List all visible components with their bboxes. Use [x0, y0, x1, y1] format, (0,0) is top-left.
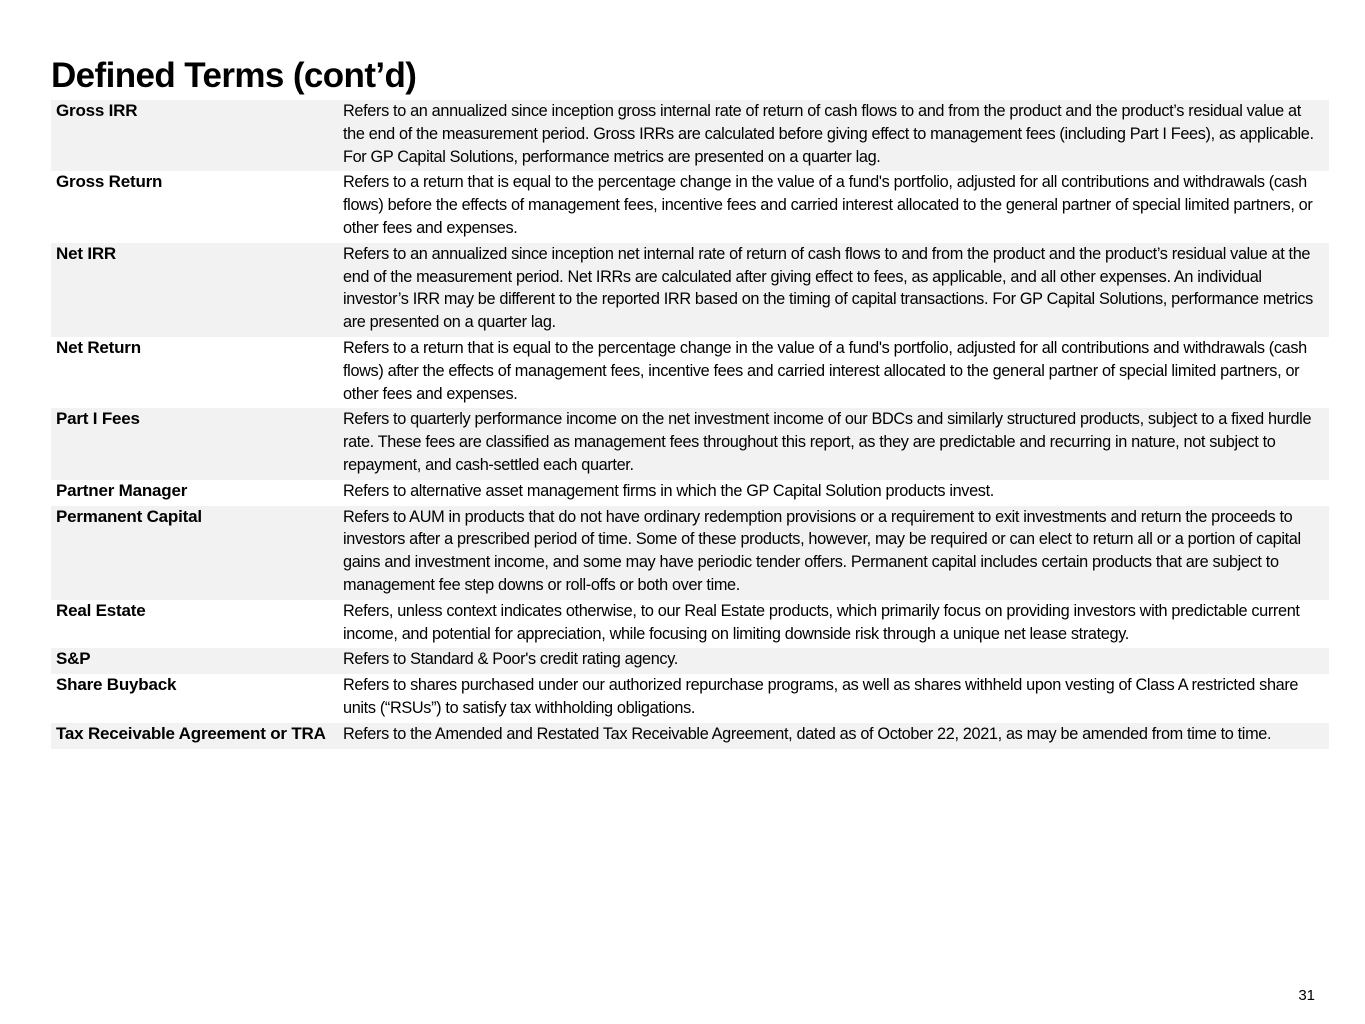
term-row-share-buyback: [51, 674, 1329, 723]
term-row-partner-manager: [51, 480, 1329, 506]
term-name: Real Estate: [56, 600, 146, 620]
term-definition: Refers to AUM in products that do not have ordinary redemption provisions or a requirement to exit investments and return the proceeds to investors after a prescribed period of time. Some of these products, however, may be required or can elect to return all or a portion of capital gains and investment income, and some may have periodic tender offers. Permanent capital includes certain products that are subject to management fee step downs or roll-offs or both over time.: [343, 507, 1301, 594]
term-name: Net IRR: [56, 243, 116, 263]
term-name: S&P: [56, 649, 91, 669]
term-name: Partner Manager: [56, 480, 188, 500]
term-name: Share Buyback: [56, 675, 177, 695]
term-definition: Refers to an annualized since inception gross internal rate of return of cash flows to and from the product and the product’s residual value at the end of the measurement period. Gross IRRs are calculated before giving effect to management fees (including Part I Fees), as applicable. For GP Capital Solutions, performance metrics are presented on a quarter lag.: [343, 102, 1314, 166]
term-name: Net Return: [56, 337, 141, 357]
term-definition: Refers to a return that is equal to the percentage change in the value of a fund's portfolio, adjusted for all contributions and withdrawals (cash flows) after the effects of management fees, incentive fees and carried interest allocated to the general partner of special limited partners, or other fees and expenses.: [343, 338, 1307, 403]
term-definition: Refers, unless context indicates otherwise, to our Real Estate products, which primarily focus on providing investors with predictable current income, and potential for appreciation, while focusing on limiting downside risk through a unique net lease strategy.: [343, 601, 1300, 643]
page-number: 31: [1298, 987, 1315, 1004]
term-row-gross-irr: [51, 100, 1329, 171]
term-definition: Refers to the Amended and Restated Tax Receivable Agreement, dated as of October 22, 2021, as may be amended from time to time.: [343, 724, 1272, 743]
term-definition: Refers to quarterly performance income on the net investment income of our BDCs and similarly structured products, subject to a fixed hurdle rate. These fees are classified as management fees throughout this report, as they are predictable and recurring in nature, not subject to repayment, and cash-settled each quarter.: [343, 410, 1312, 474]
term-row-net-return: [51, 337, 1329, 408]
term-row-gross-return: [51, 171, 1329, 242]
term-name: Gross Return: [56, 172, 163, 192]
term-row-real-estate: [51, 600, 1329, 649]
defined-terms-table: [51, 100, 1329, 749]
term-row-part-i-fees: [51, 408, 1329, 479]
term-row-s-and-p: [51, 648, 1329, 674]
term-definition: Refers to a return that is equal to the percentage change in the value of a fund's portfolio, adjusted for all contributions and withdrawals (cash flows) before the effects of management fees, incentive fees and carried interest allocated to the general partner of special limited partners, or other fees and expenses.: [343, 173, 1313, 237]
term-name: Tax Receivable Agreement or TRA: [56, 723, 326, 743]
term-definition: Refers to an annualized since inception net internal rate of return of cash flows to and from the product and the product’s residual value at the end of the measurement period. Net IRRs are calculated after giving effect to fees, as applicable, and all other expenses. An individual investor’s IRR may be different to the reported IRR based on the timing of capital transactions. For GP Capital Solutions, performance metrics are presented on a quarter lag.: [343, 244, 1313, 332]
term-name: Gross IRR: [56, 101, 138, 120]
term-name: Permanent Capital: [56, 506, 202, 526]
page-title: Defined Terms (cont’d): [51, 56, 417, 95]
term-row-net-irr: [51, 243, 1329, 337]
term-definition: Refers to alternative asset management firms in which the GP Capital Solution products invest.: [343, 481, 994, 500]
term-definition: Refers to Standard & Poor's credit rating agency.: [343, 650, 678, 669]
term-row-tax-receivable-agreement: [51, 723, 1329, 749]
term-row-permanent-capital: [51, 506, 1329, 600]
term-name: Part I Fees: [56, 409, 140, 429]
term-definition: Refers to shares purchased under our authorized repurchase programs, as well as shares withheld upon vesting of Class A restricted share units (“RSUs”) to satisfy tax withholding obligations.: [343, 676, 1299, 717]
